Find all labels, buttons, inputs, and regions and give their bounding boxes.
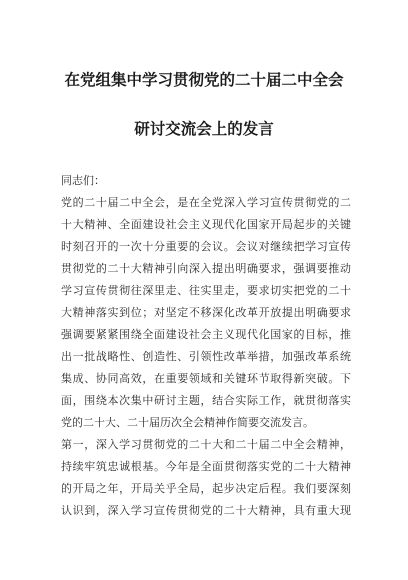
body-line: 党的二十届二中全会，是在全党深入学习宣传贯彻党的二 (61, 196, 351, 209)
body-line: 大精神落实到位；对坚定不移深化改革开放提出明确要求 (61, 306, 351, 319)
body-line: 党的二十大、二十届历次全会精神作简要交流发言。 (61, 416, 314, 429)
body-line: 第一，深入学习贯彻党的二十大和二十届二中全会精神， (61, 438, 351, 451)
body-line: 出一批战略性、创造性、引领性改革举措，加强改革系统 (61, 350, 351, 363)
body-line: 的开局之年，开局关乎全局，起步决定后程。我们要深刻 (61, 482, 351, 495)
body-line: 面，围绕本次集中研讨主题，结合实际工作，就贯彻落实 (61, 394, 351, 407)
document-title-line-2: 研讨交流会上的发言 (134, 119, 274, 138)
document-body (61, 170, 351, 522)
body-line: 持续牢筑忠诚根基。今年是全面贯彻落实党的二十大精神 (61, 460, 351, 473)
body-line: 时刻召开的一次十分重要的会议。会议对继续把学习宣传 (61, 240, 351, 253)
body-line: 认识到，深入学习宣传贯彻党的二十大精神，具有重大现 (61, 504, 351, 517)
body-line: 贯彻党的二十大精神引向深入提出明确要求，强调要推动 (61, 262, 351, 275)
greeting: 同志们： (61, 174, 105, 187)
body-line: 十大精神、全面建设社会主义现代化国家开局起步的关键 (61, 218, 351, 231)
body-line: 强调要紧紧围绕全面建设社会主义现代化国家的目标，推 (61, 328, 351, 341)
body-line: 学习宣传贯彻往深里走、往实里走，要求切实把党的二十 (61, 284, 351, 297)
body-line: 集成、协同高效，在重要领域和关键环节取得新突破。下 (61, 372, 351, 385)
document-title-line-1: 在党组集中学习贯彻党的二十届二中全会 (64, 70, 344, 89)
